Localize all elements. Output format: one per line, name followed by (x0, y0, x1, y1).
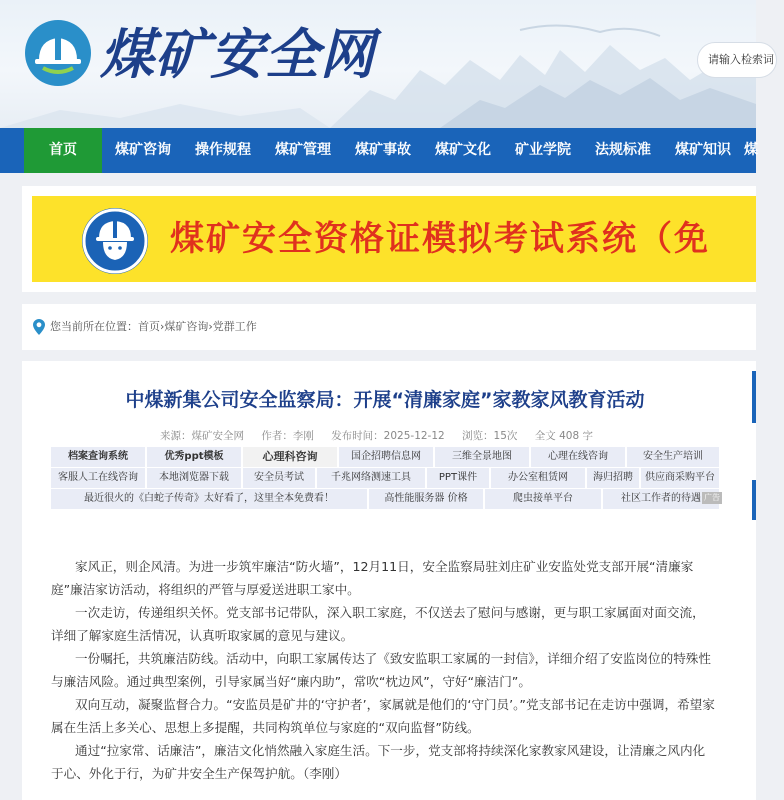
meta-views: 浏览：15次 (462, 430, 518, 442)
ad-link[interactable]: 办公室租赁网 (491, 468, 585, 488)
ad-link[interactable]: 优秀ppt模板 (147, 447, 241, 467)
breadcrumb-bar (22, 304, 756, 350)
main-nav (0, 128, 756, 173)
breadcrumb[interactable]: 您当前所在位置：首页›煤矿咨询›党群工作 (50, 320, 257, 333)
link-row (51, 447, 719, 468)
nav-item-management[interactable]: 煤矿管理 (275, 142, 331, 158)
ad-link[interactable]: 高性能服务器 价格 (369, 489, 483, 509)
paragraph: 双向互动，凝聚监督合力。“安监员是矿井的‘守护者’，家属就是他们的‘守门员’。”党支部书记在走访中强调，希望家属在生活上多关心、思想上多提醒，共同构筑单位与家庭的“双向监督”防线。 (51, 697, 715, 735)
side-tab[interactable] (752, 371, 756, 423)
side-tab[interactable] (752, 480, 756, 520)
helmet-worker-icon (82, 208, 148, 274)
meta-date: 发布时间：2025-12-12 (331, 430, 445, 442)
article-panel (22, 361, 756, 800)
location-pin-icon (33, 319, 45, 335)
ad-link[interactable]: 千兆网络测速工具 (317, 468, 425, 488)
search-input[interactable]: 请输入检索词 (697, 42, 777, 78)
nav-item-home[interactable]: 首页 (24, 128, 102, 173)
ad-link[interactable]: 安全员考试 (243, 468, 315, 488)
ad-link[interactable]: 三维全景地图 (435, 447, 529, 467)
ad-link[interactable]: 爬虫接单平台 (485, 489, 601, 509)
nav-item-regulations[interactable]: 法规标准 (595, 142, 651, 158)
ad-link[interactable]: 国企招聘信息网 (339, 447, 433, 467)
nav-item-academy[interactable]: 矿业学院 (515, 142, 571, 158)
exam-banner[interactable] (32, 196, 756, 282)
ad-link[interactable]: 社区工作者的待遇 (603, 489, 719, 509)
ad-tag: 广告 (704, 493, 720, 502)
ad-link[interactable]: 供应商采购平台 (641, 468, 719, 488)
ad-link[interactable]: 心理科咨询 (243, 447, 337, 467)
ad-link[interactable]: 海归招聘 (587, 468, 639, 488)
ad-link[interactable]: 最近很火的《白蛇子传奇》太好看了，这里全本免费看！ (51, 489, 367, 509)
paragraph: 家风正，则企风清。为进一步筑牢廉洁“防火墙”，12月11日，安全监察局驻刘庄矿业安监处党支部开展“清廉家庭”廉洁家访活动，将组织的严管与厚爱送进职工家中。 (51, 559, 694, 597)
nav-item-more[interactable]: 煤 (744, 142, 758, 158)
meta-source: 来源：煤矿安全网 (160, 430, 244, 442)
article-body (51, 555, 717, 785)
logo-icon[interactable] (25, 20, 91, 86)
link-row (51, 468, 719, 489)
site-header (0, 0, 774, 128)
site-title[interactable]: 煤矿安全网 (100, 22, 375, 86)
ad-link[interactable]: PPT课件 (427, 468, 489, 488)
ad-link[interactable]: 客服人工在线咨询 (51, 468, 145, 488)
banner-container (22, 186, 756, 292)
ad-link[interactable]: 档案查询系统 (51, 447, 145, 467)
paragraph: 一份嘱托，共筑廉洁防线。活动中，向职工家属传达了《致安监职工家属的一封信》，详细介绍了安监岗位的特殊性与廉洁风险。通过典型案例，引导家属当好“廉内助”，常吹“枕边风”，守好“廉洁门”。 (51, 651, 711, 689)
meta-words: 全文 408 字 (534, 430, 593, 442)
nav-item-procedures[interactable]: 操作规程 (195, 142, 251, 158)
ad-link[interactable]: 心理在线咨询 (531, 447, 625, 467)
paragraph: 通过“拉家常、话廉洁”，廉洁文化悄然融入家庭生活。下一步，党支部将持续深化家教家风建设，让清廉之风内化于心、外化于行，为矿井安全生产保驾护航。（李刚） (51, 743, 706, 781)
ad-links-block (51, 447, 719, 510)
ad-link[interactable]: 本地浏览器下载 (147, 468, 241, 488)
nav-item-accidents[interactable]: 煤矿事故 (355, 142, 411, 158)
paragraph: 一次走访，传递组织关怀。党支部书记带队，深入职工家庭，不仅送去了慰问与感谢，更与职工家属面对面交流，详细了解家庭生活情况，认真听取家属的意见与建议。 (51, 605, 705, 643)
nav-item-knowledge[interactable]: 煤矿知识 (675, 142, 731, 158)
article-title: 中煤新集公司安全监察局：开展“清廉家庭”家教家风教育活动 (125, 389, 645, 411)
link-row (51, 489, 719, 510)
ad-link[interactable]: 安全生产培训 (627, 447, 719, 467)
nav-item-coal-consult[interactable]: 煤矿咨询 (115, 142, 171, 158)
article-meta (160, 428, 607, 444)
meta-author: 作者：李刚 (261, 430, 314, 442)
nav-item-culture[interactable]: 煤矿文化 (435, 142, 491, 158)
banner-text[interactable]: 煤矿安全资格证模拟考试系统（免 (170, 219, 710, 259)
